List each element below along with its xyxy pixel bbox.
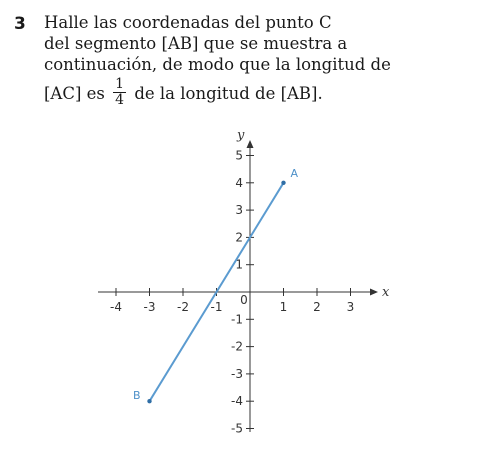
x-axis-arrow-icon [370,289,378,296]
x-axis-label: x [382,285,390,300]
point-b [147,399,151,403]
problem-line-4-start: [AC] es [44,84,105,103]
y-axis-arrow-icon [247,140,254,148]
y-tick-label: 5 [235,148,243,163]
problem-line-2: del segmento [AB] que se muestra a [44,34,348,53]
y-tick-label: -4 [231,394,243,409]
fraction-numerator: 1 [115,76,125,92]
y-axis-label: y [237,128,245,143]
y-tick-label: -5 [231,421,243,436]
x-tick-label: 1 [279,300,288,314]
point-label-a: A [290,166,299,180]
y-tick-label: 1 [235,257,243,272]
y-tick-label: -3 [231,366,243,381]
x-tick-label: -2 [177,300,189,314]
point-label-b: B [132,389,141,403]
y-tick-label: 2 [235,230,243,245]
x-tick-label: -3 [143,300,156,314]
x-tick-label: -4 [110,300,122,314]
point-a [281,181,285,185]
y-tick-label: 3 [235,203,243,218]
problem-line-3: continuación, de modo que la longitud de [44,55,391,74]
problem-line-4-end: de la longitud de [AB]. [134,84,323,103]
origin-label: 0 [240,293,248,307]
x-tick-label: -1 [210,300,223,314]
problem-line-1: Halle las coordenadas del punto C [44,13,332,32]
x-tick-label: 2 [313,300,321,314]
y-tick-label: -1 [231,312,243,327]
y-tick-label: 4 [235,175,243,190]
problem-number: 3 [14,14,26,34]
fraction-denominator: 4 [115,92,125,108]
y-tick-label: -2 [231,339,243,354]
x-tick-label: 3 [346,300,355,314]
